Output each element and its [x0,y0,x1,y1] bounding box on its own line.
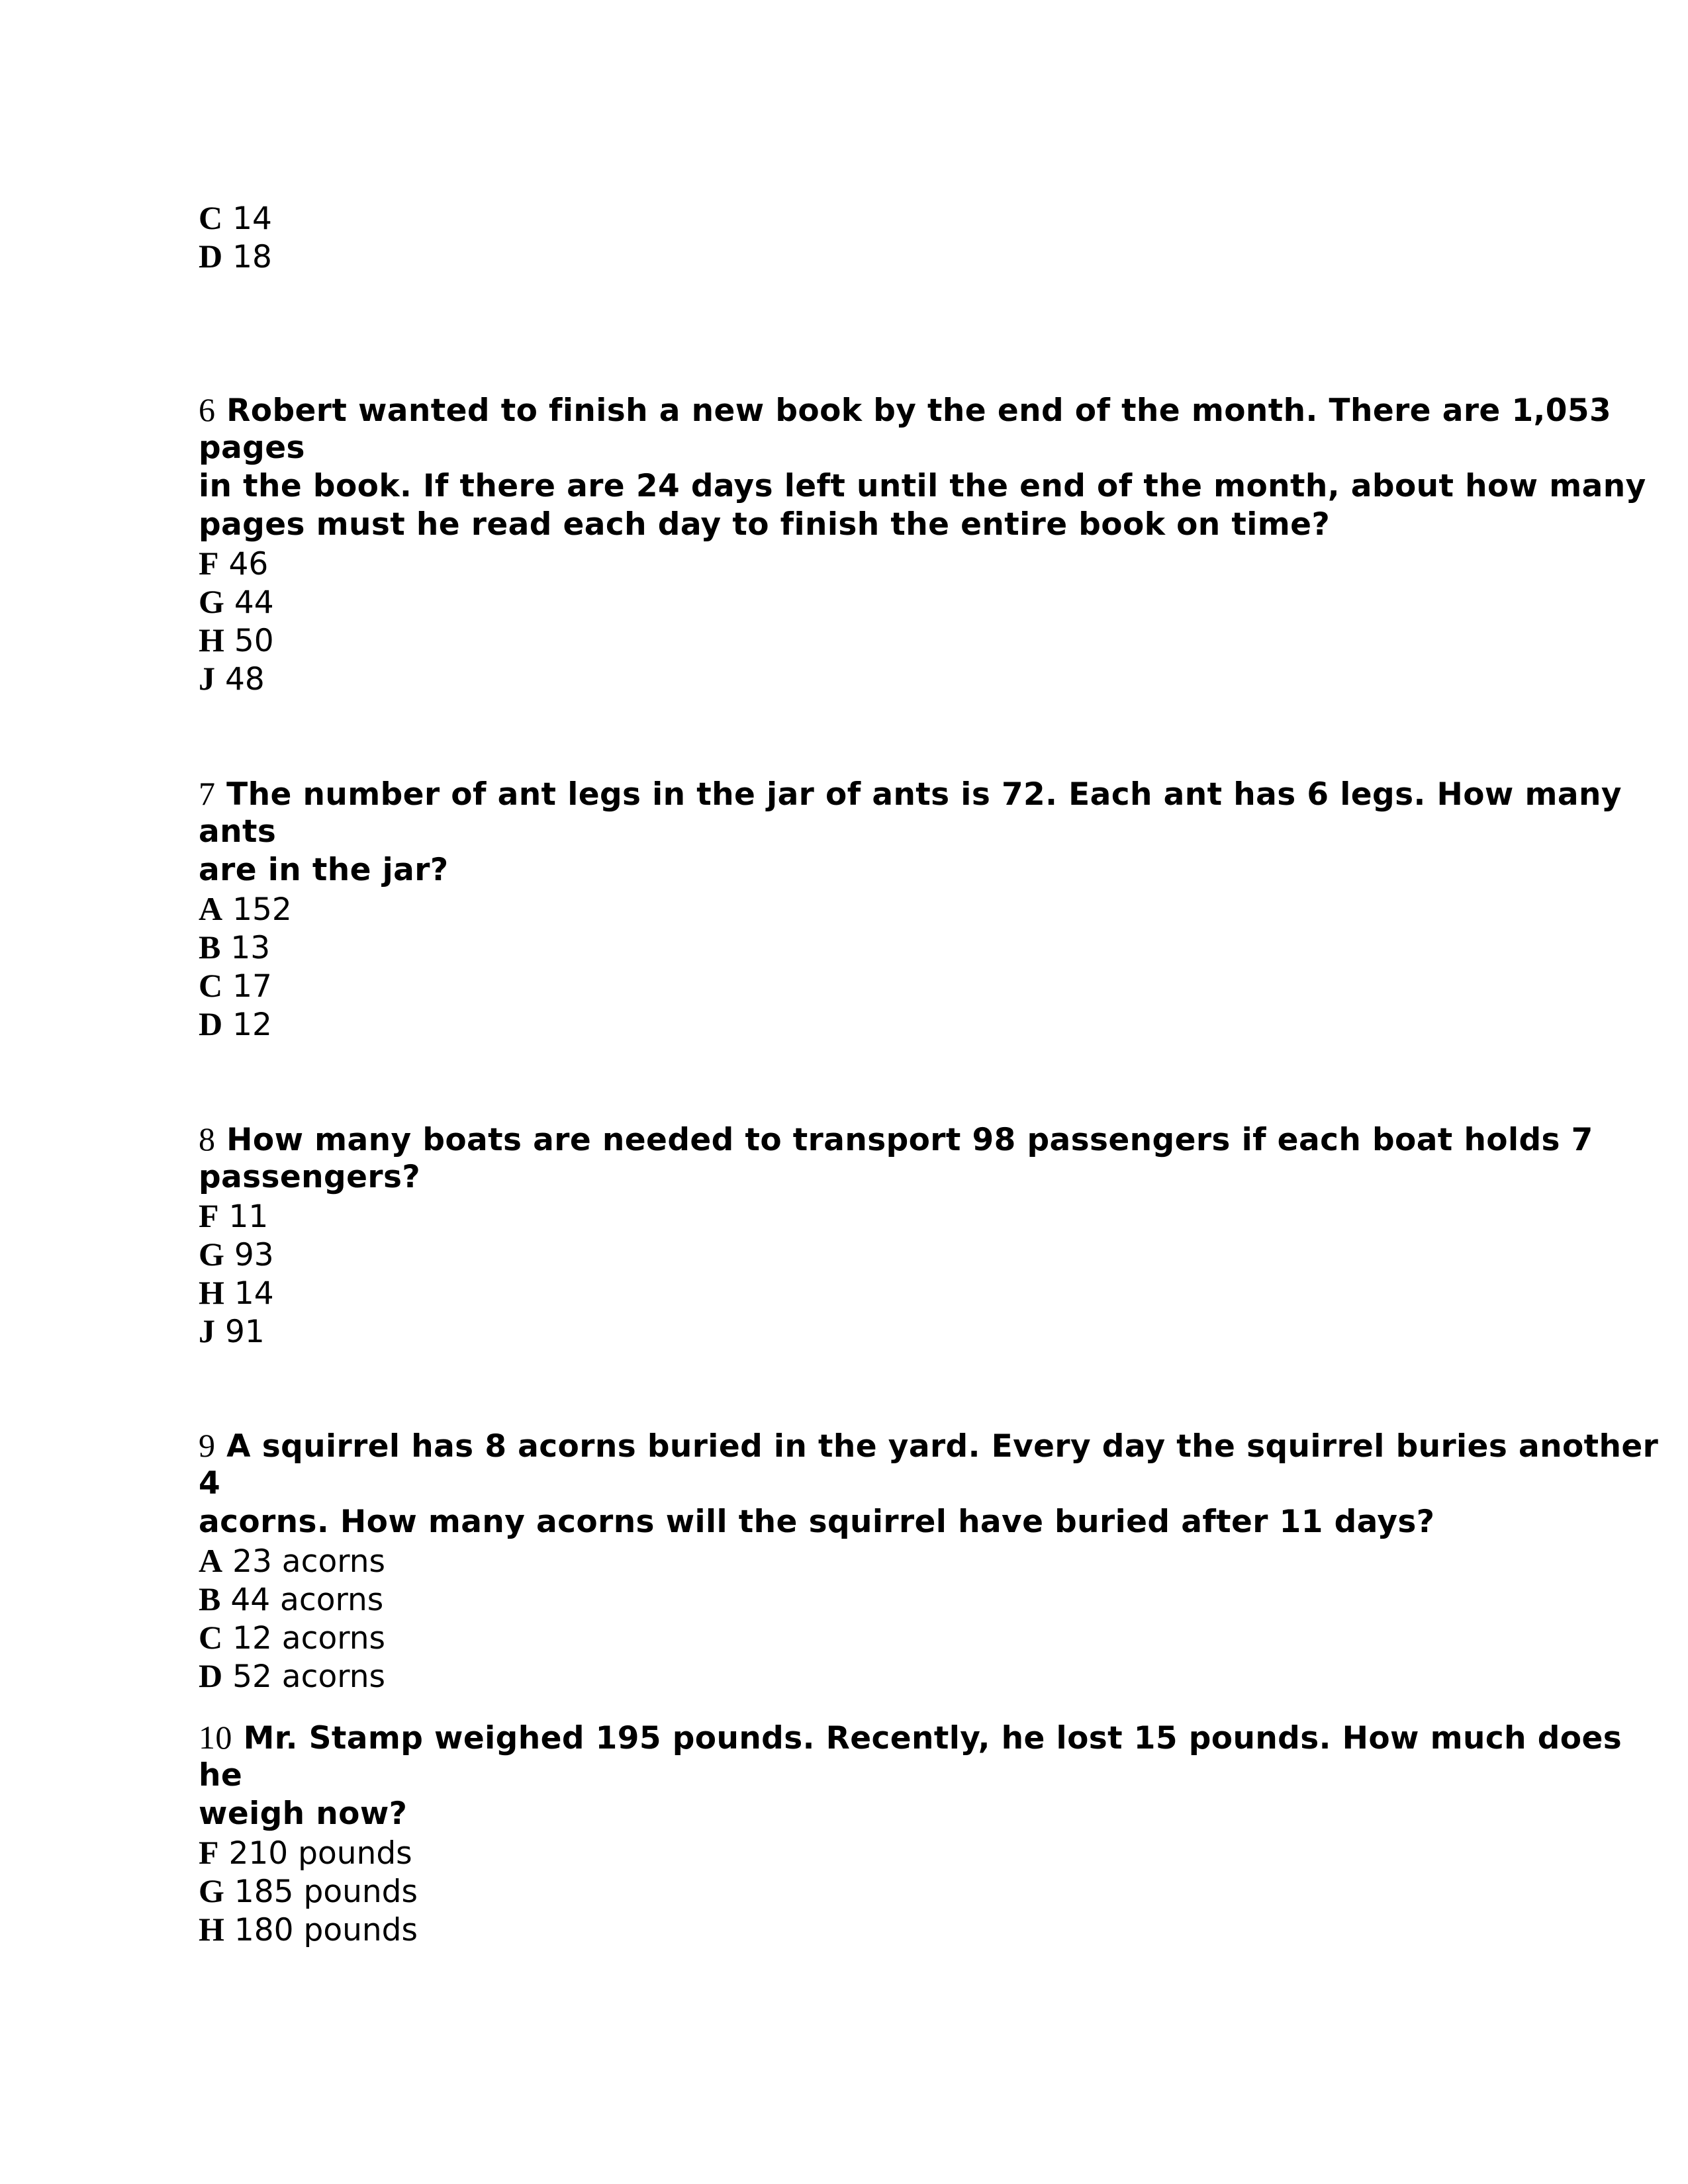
option-letter: F [199,545,219,582]
option-letter: J [199,660,215,697]
question-9-line-3: acorns. How many acorns will the squirrel have buried after 11 days? [199,1504,1435,1540]
question-text: Robert wanted to finish a new book by the end of the month. There are 1,053 [226,392,1612,429]
question-6-line-4: pages must he read each day to finish the entire book on time? [199,506,1331,543]
option-letter: A [199,890,223,927]
question-number: 9 [199,1427,216,1464]
option-letter: A [199,1542,223,1579]
option-text: 12 [232,1007,272,1043]
option-text: 12 acorns [232,1620,385,1657]
option-text: 210 pounds [228,1835,412,1872]
answer-option [199,1657,385,1696]
option-letter: F [199,1834,219,1871]
option-letter: C [199,1619,223,1656]
option-text: 44 [234,584,274,621]
answer-option [199,1273,274,1313]
answer-option [199,1872,418,1911]
question-6-line-3: in the book. If there are 24 days left until the end of the month, about how many [199,468,1646,504]
answer-option [199,1541,385,1581]
option-letter: B [199,1580,221,1617]
option-letter: D [199,1657,223,1694]
option-letter: C [199,967,223,1004]
option-letter: J [199,1312,215,1349]
question-7-line-2: ants [199,813,277,850]
question-7-line-1 [199,774,1622,814]
option-text: 48 [224,661,265,698]
question-9-line-2: 4 [199,1465,221,1502]
option-text: 17 [232,968,272,1005]
option-letter: C [199,199,223,236]
answer-option [199,544,268,584]
answer-option [199,1618,385,1658]
option-text: 14 [234,1275,274,1312]
option-letter: D [199,1005,223,1042]
question-9-line-1 [199,1426,1658,1466]
answer-option [199,621,274,660]
answer-option [199,1197,268,1236]
option-text: 185 pounds [234,1874,418,1910]
option-text: 180 pounds [234,1912,418,1948]
option-text: 14 [232,201,272,237]
option-text: 91 [224,1314,265,1350]
option-letter: H [199,1274,224,1311]
option-text: 11 [228,1199,269,1235]
option-text: 18 [232,239,272,275]
answer-option [199,966,272,1006]
question-6-line-1 [199,390,1611,430]
answer-option [199,1005,272,1044]
answer-option [199,1235,274,1275]
question-number: 10 [199,1719,232,1756]
question-10-line-3: weigh now? [199,1796,408,1832]
answer-option [199,199,272,238]
option-letter: G [199,1872,224,1909]
option-text: 152 [232,891,292,928]
answer-option [199,237,272,277]
question-10-line-1 [199,1718,1622,1758]
question-text: How many boats are needed to transport 98 passengers if each boat holds 7 [226,1122,1593,1158]
question-number: 7 [199,775,216,812]
option-text: 93 [234,1237,274,1273]
question-7-line-3: are in the jar? [199,852,449,888]
question-8-line-1 [199,1120,1593,1160]
option-letter: H [199,1911,224,1948]
question-text: A squirrel has 8 acorns buried in the yard. Every day the squirrel buries another [226,1428,1659,1465]
answer-option [199,889,292,929]
option-text: 46 [228,546,269,582]
question-number: 8 [199,1120,216,1158]
question-text: Mr. Stamp weighed 195 pounds. Recently, he lost 15 pounds. How much does [243,1720,1622,1756]
option-letter: D [199,238,223,275]
option-letter: F [199,1197,219,1234]
option-letter: B [199,929,221,966]
question-10-line-2: he [199,1757,243,1794]
answer-option [199,582,274,622]
option-text: 23 acorns [232,1543,385,1580]
option-letter: H [199,621,224,659]
answer-option [199,928,270,968]
answer-option [199,1312,265,1351]
question-text: The number of ant legs in the jar of ants is 72. Each ant has 6 legs. How many [226,776,1622,813]
question-6-line-2: pages [199,430,305,466]
question-number: 6 [199,391,216,428]
answer-option [199,659,265,699]
option-letter: G [199,1236,224,1273]
answer-option [199,1910,418,1950]
question-8-line-2: passengers? [199,1159,420,1195]
option-text: 44 acorns [230,1582,384,1618]
option-text: 50 [234,623,274,659]
option-letter: G [199,583,224,620]
answer-option [199,1580,383,1619]
option-text: 13 [230,930,271,966]
option-text: 52 acorns [232,1659,385,1695]
answer-option [199,1833,412,1873]
